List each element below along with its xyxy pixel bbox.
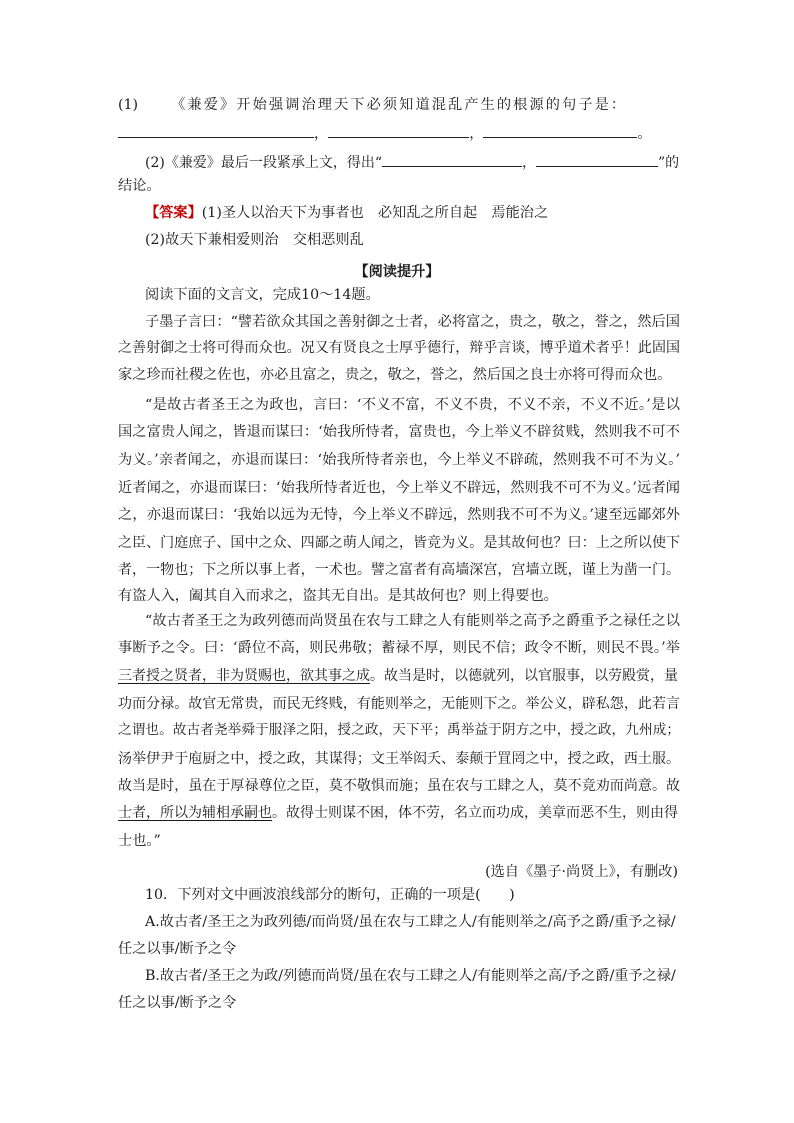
passage-line xyxy=(118,806,680,820)
q2-text: (2)《兼爱》最后一段紧承上文，得出“ xyxy=(145,155,382,171)
answer-tag: 【答案】 xyxy=(145,205,202,221)
answer-line-1 xyxy=(145,206,707,220)
option-a-line-2[interactable]: 任之以事/断予之令 xyxy=(118,941,237,957)
passage-line xyxy=(118,669,680,683)
passage-line: 之善射御之士将可得而众也。况又有贤良之士厚乎德行，辩乎言谈，博乎道术者乎！此固国 xyxy=(118,340,680,356)
passage-text: 。故得士则谋不困，体不劳，名立而功成，美章而恶不生，则由得 xyxy=(272,805,678,821)
answer-blank-2[interactable] xyxy=(328,124,469,138)
option-a-line-1[interactable]: A.故古者/圣王之为政列德/而尚贤/虽在农与工肆之人/有能则举之/高予之爵/重予之禄/ xyxy=(145,914,676,930)
answer-line-2: (2)故天下兼相爱则治 交相恶则乱 xyxy=(145,232,364,248)
intro-text: 阅读下面的文言文，完成10～14题。 xyxy=(145,287,380,303)
underlined-sentence-1: 三者授之贤者，非为贤赐也，欲其事之成 xyxy=(118,668,370,684)
passage-line: 家之珍而社稷之佐也，亦必且富之，贵之，敬之，誉之，然后国之良士亦将可得而众也。 xyxy=(118,367,672,383)
q1-label: (1) xyxy=(118,97,139,113)
comma-1: ， xyxy=(314,126,329,142)
period-1: 。 xyxy=(637,126,652,142)
passage-line: 士也。” xyxy=(118,833,161,849)
q1-blanks xyxy=(118,124,680,141)
passage-line: 功而分禄。故官无常贵，而民无终贱，有能则举之，无能则下之。举公义，辟私怨，此若言 xyxy=(118,696,680,712)
option-b-line-1[interactable]: B.故古者/圣王之为政/列德而尚贤/虽在农与工肆之人/有能则举之高/予之爵/重予之禄/ xyxy=(145,968,676,984)
passage-line: 之，亦退而谋曰：‘我始以远为无恃，今上举义不辟远，然则我不可不为义。’逮至远鄙郊外 xyxy=(118,507,680,523)
passage-line: “是故古者圣王之为政也，言曰：‘不义不富，不义不贵，不义不亲，不义不近。’是以 xyxy=(145,397,680,413)
option-b-line-2[interactable]: 任之以事/断予之令 xyxy=(118,995,237,1011)
answer-blank-4[interactable] xyxy=(382,153,522,167)
passage-line: 者，一物也；下之所以事上者，一术也。譬之富者有高墙深宫，宫墙立既，谨上为凿一门。 xyxy=(118,562,680,578)
passage-line: 子墨子言曰：“譬若欲众其国之善射御之士者，必将富之，贵之，敬之，誉之，然后国 xyxy=(145,314,680,330)
passage-line: 故当是时，虽在于厚禄尊位之臣，莫不敬惧而施；虽在农与工肆之人，莫不竞劝而尚意。故 xyxy=(118,778,680,794)
answer-blank-3[interactable] xyxy=(483,124,637,138)
passage-line: 之谓也。故古者尧举舜于服泽之阳，授之政，天下平；禹举益于阴方之中，授之政，九州成； xyxy=(118,722,680,738)
q2-end: ”的 xyxy=(658,155,680,171)
q2-line xyxy=(145,153,680,170)
q2-continuation: 结论。 xyxy=(118,178,161,194)
q1-text: 《兼爱》开始强调治理天下必须知道混乱产生的根源的句子是： xyxy=(171,97,628,113)
passage-line: 之臣、门庭庶子、国中之众、四鄙之萌人闻之，皆竞为义。是其故何也？曰：上之所以使下 xyxy=(118,535,680,551)
passage-line-wavy: “故古者圣王之为政列德而尚贤虽在农与工肆之人有能则举之高予之爵重予之禄任之以 xyxy=(145,613,680,629)
underlined-sentence-2: 士者，所以为辅相承嗣也 xyxy=(118,805,272,821)
passage-text: 。故当是时，以德就列，以官服事，以劳殿赏，量 xyxy=(370,668,678,684)
passage-line: 国之富贵人闻之，皆退而谋曰：‘始我所恃者，富贵也，今上举义不辟贫贱，然则我不可不 xyxy=(118,424,680,440)
source-citation: (选自《墨子·尚贤上》，有删改) xyxy=(485,864,678,880)
q10-stem: 10．下列对文中画波浪线部分的断句，正确的一项是( ) xyxy=(145,887,515,903)
q1-line xyxy=(118,98,680,112)
passage-line: 近者闻之，亦退而谋曰：‘始我所恃者近也，今上举义不辟远，然则我不可不为义。’远者闻 xyxy=(118,480,680,496)
answer-text-1: (1)圣人以治天下为事者也 必知乱之所自起 焉能治之 xyxy=(201,205,549,221)
passage-line: 汤举伊尹于庖厨之中，授之政，其谋得；文王举闳夭、泰颠于罝罔之中，授之政，西土服。 xyxy=(118,751,680,767)
passage-line: 有盗人入，阖其自入而求之，盗其无自出。是其故何也？则上得要也。 xyxy=(118,588,558,604)
passage-line: 事断予之令。曰：‘爵位不高，则民弗敬；蓄禄不厚，则民不信；政令不断，则民不畏。’举 xyxy=(118,640,680,656)
section-title: 【阅读提升】 xyxy=(354,264,440,280)
comma-2: ， xyxy=(469,126,484,142)
passage-line: 为义。’亲者闻之，亦退而谋曰：‘始我所恃者亲也，今上举义不辟疏，然则我不可不为义。’ xyxy=(118,452,680,468)
answer-blank-5[interactable] xyxy=(536,153,658,167)
q2-comma: ， xyxy=(522,155,536,171)
answer-blank-1[interactable] xyxy=(118,124,314,138)
